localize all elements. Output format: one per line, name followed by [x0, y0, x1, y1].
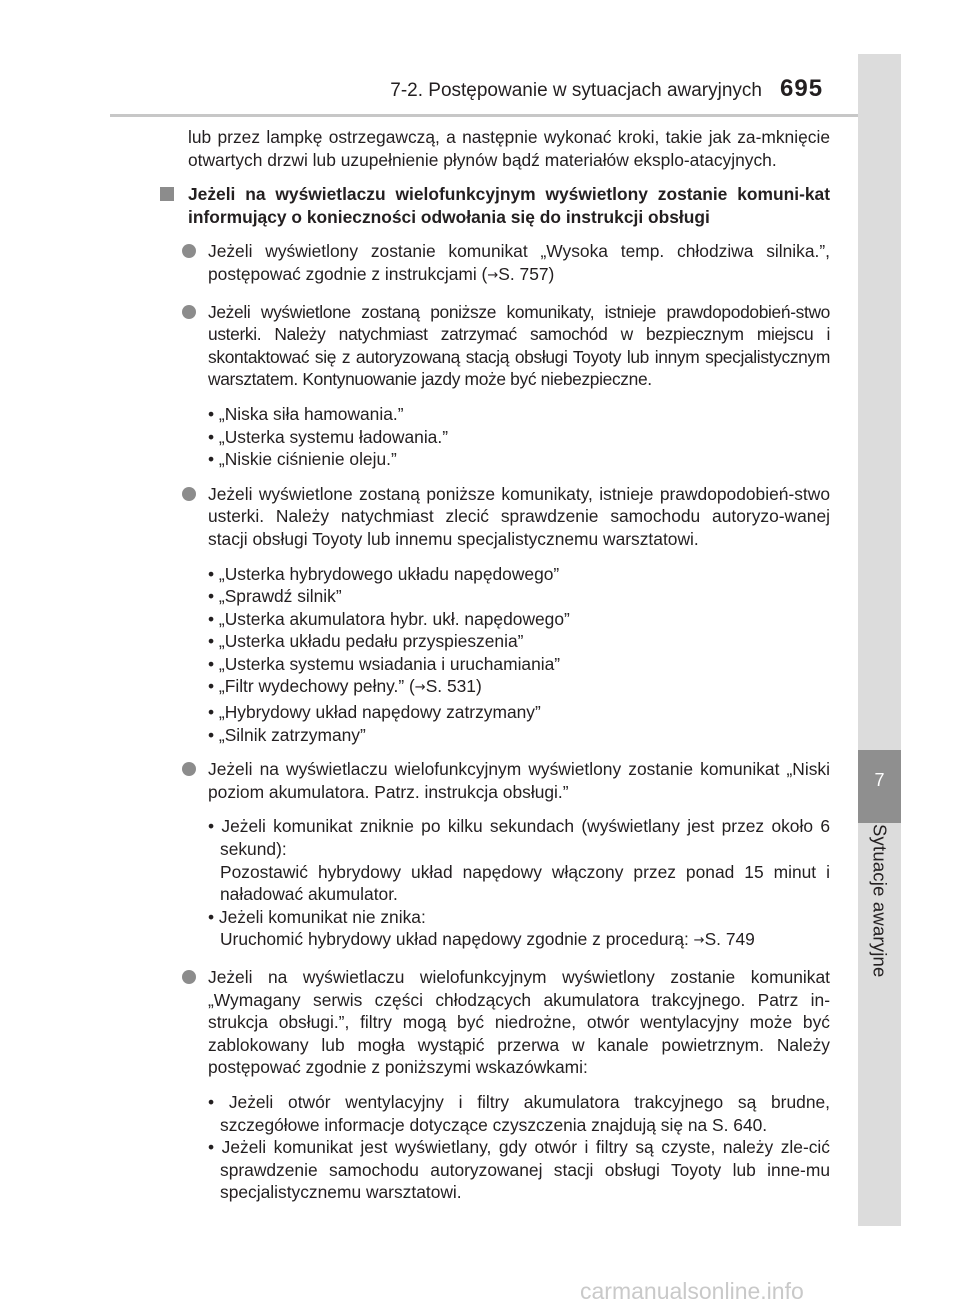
bullet-item [150, 483, 830, 551]
bullet-text: Jeżeli na wyświetlaczu wielofunkcyjnym wyświetlony zostanie komunikat „Wymagany serwis części chłodzących akumulatora trakcyjnego. Patrz in-strukcja obsługi.”, filtry mogą być niedrożne, otwór wentylacyjny może być zablokowany lub mogła wystąpić przerwa w kanale powietrznym. Należy postępować zgodnie z poniższymi wskazówkami: [208, 967, 830, 1078]
page-content [150, 126, 830, 1204]
watermark: carmanualsonline.info [580, 1278, 804, 1304]
bullet-text: Jeżeli wyświetlone zostaną poniższe komunikaty, istnieje prawdopodobień-stwo usterki. Należy natychmiast zatrzymać samochód w bezpiecznym miejscu i skontaktować się z autoryzowaną stacją obsługi Toyoty lub innym specjalistycznym warsztatem. Kontynuowanie jazdy może być niebezpieczne. [208, 301, 830, 390]
message-item: • „Usterka akumulatora hybr. ukł. napędowego” [208, 608, 570, 629]
circle-bullet-icon [182, 762, 196, 776]
instruction-list [208, 815, 830, 954]
page-reference: S. 531) [425, 676, 482, 697]
circle-bullet-icon [182, 244, 196, 258]
instruction-text: Uruchomić hybrydowy układ napędowy zgodnie z procedurą: [220, 929, 694, 950]
message-list [208, 563, 830, 747]
chapter-number: 7 [874, 770, 885, 790]
bullet-item [150, 301, 830, 391]
reference-arrow-icon: → [414, 680, 426, 696]
square-bullet-icon [160, 187, 174, 201]
page-reference: S. 749 [704, 929, 755, 950]
side-tab [858, 54, 901, 1226]
instruction-condition: • Jeżeli komunikat zniknie po kilku sekundach (wyświetlany jest przez około 6 sekund): [208, 816, 830, 860]
section-heading-text: Jeżeli na wyświetlaczu wielofunkcyjnym wyświetlony zostanie komuni-kat informujący o konieczności odwołania się do instrukcji obsługi [188, 184, 830, 227]
section-heading [150, 183, 830, 228]
message-item: • „Usterka systemu ładowania.” [208, 426, 448, 447]
reference-arrow-icon: → [693, 933, 705, 949]
circle-bullet-icon [182, 305, 196, 319]
instruction-action: Pozostawić hybrydowy układ napędowy włączony przez ponad 15 minut i naładować akumulator. [220, 861, 830, 905]
circle-bullet-icon [182, 970, 196, 984]
message-item: • „Niskie ciśnienie oleju.” [208, 449, 397, 470]
bullet-item [150, 240, 830, 288]
message-item: • „Usterka systemu wsiadania i uruchamiania” [208, 653, 561, 674]
circle-bullet-icon [182, 487, 196, 501]
header-title: 7-2. Postępowanie w sytuacjach awaryjnych [390, 80, 762, 101]
header-divider [110, 114, 858, 117]
message-item [208, 675, 830, 701]
message-item: • „Silnik zatrzymany” [208, 724, 366, 745]
message-item: • „Usterka hybrydowego układu napędowego” [208, 563, 560, 584]
intro-paragraph: lub przez lampkę ostrzegawczą, a następnie wykonać kroki, takie jak za-mknięcie otwartych drzwi lub uzupełnienie płynów bądź materiałów eksplo-atacyjnych. [188, 127, 830, 170]
message-item: • „Usterka układu pedału przyspieszenia” [208, 631, 524, 652]
instruction-item: • Jeżeli komunikat jest wyświetlany, gdy otwór i filtry są czyste, należy zle-cić sprawdzenie samochodu autoryzowanej stacji obsługi Toyoty lub inne-mu specjalistycznemu warsztatowi. [208, 1137, 830, 1203]
message-item: • „Niska siła hamowania.” [208, 403, 404, 424]
instruction-list [208, 1091, 830, 1204]
instruction-item: • Jeżeli otwór wentylacyjny i filtry akumulatora trakcyjnego są brudne, szczegółowe informacje dotyczące czyszczenia znajdują się na S. 640. [208, 1091, 830, 1135]
instruction-condition: • Jeżeli komunikat nie znika: [208, 906, 426, 927]
message-text: • „Filtr wydechowy pełny.” ( [208, 676, 415, 697]
page-number: 695 [780, 75, 824, 102]
chapter-title: Sytuacje awaryjne [869, 824, 891, 978]
message-item: • „Hybrydowy układ napędowy zatrzymany” [208, 702, 541, 723]
reference-arrow-icon: → [487, 267, 499, 283]
bullet-item [150, 966, 830, 1079]
bullet-item [150, 758, 830, 803]
bullet-text: Jeżeli wyświetlone zostaną poniższe komunikaty, istnieje prawdopodobień-stwo usterki. Należy natychmiast zlecić sprawdzenie samochodu autoryzo-wanej stacji obsługi Toyoty lub innemu specjalistycznemu warsztatowi. [208, 483, 830, 549]
bullet-text: Jeżeli na wyświetlaczu wielofunkcyjnym wyświetlony zostanie komunikat „Niski poziom akumulatora. Patrz. instrukcja obsługi.” [208, 759, 830, 802]
bullet-text: Jeżeli wyświetlony zostanie komunikat „Wysoka temp. chłodziwa silnika.”, postępować zgodnie z instrukcjami ( [208, 241, 830, 284]
message-list [208, 403, 830, 471]
page-reference: S. 757) [498, 263, 555, 284]
instruction-action [208, 928, 830, 954]
message-item: • „Sprawdź silnik” [208, 586, 342, 607]
